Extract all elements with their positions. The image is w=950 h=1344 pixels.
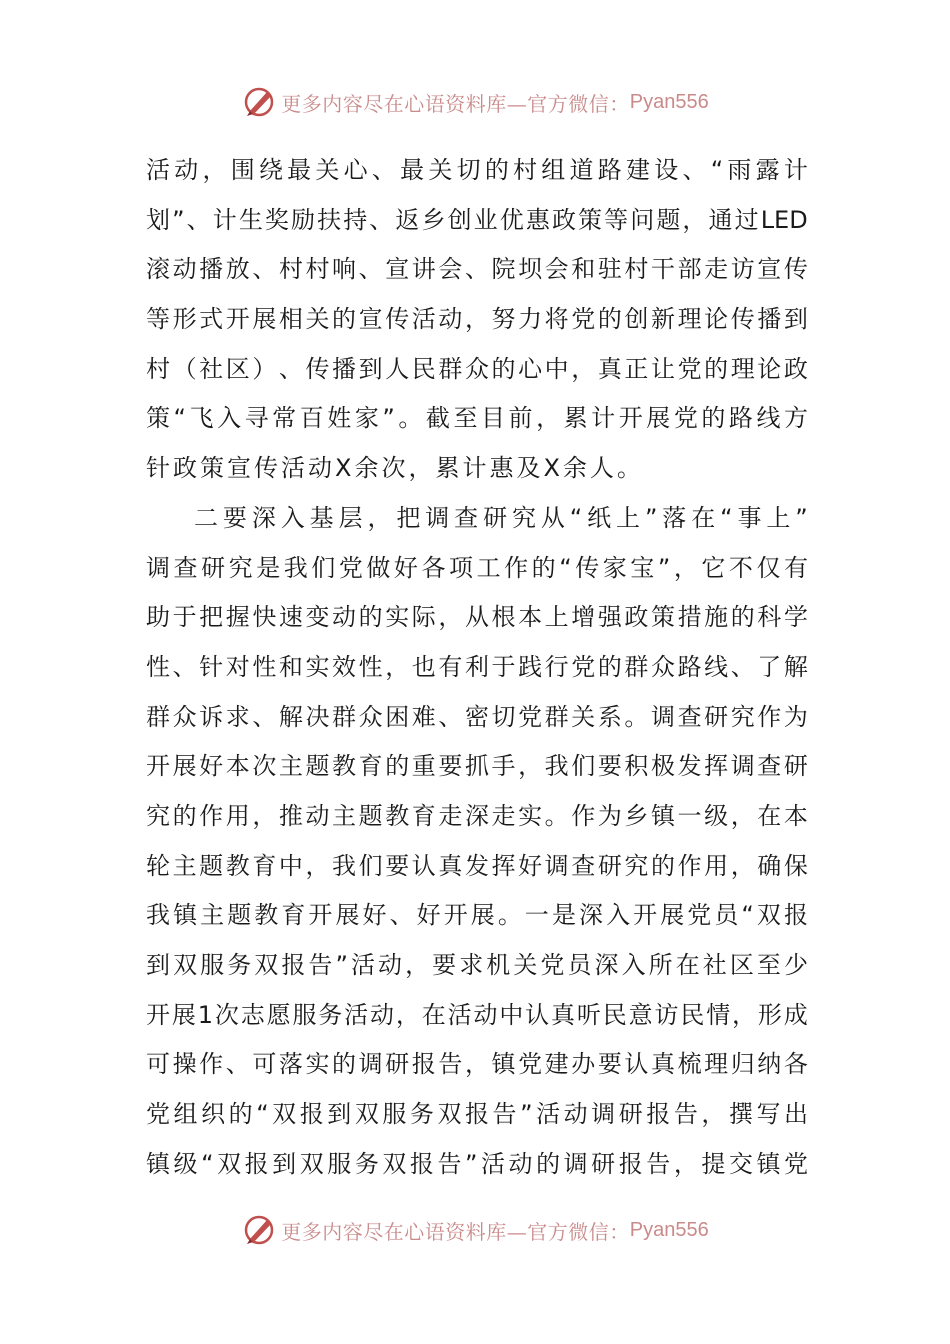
body-line: 等 形 式 开 展 相 关 的 宣 传 活 动 ， 努 力 将 党 的 创 新 理 论 传 播 到 xyxy=(146,305,808,334)
body-line: 我 镇 主 题 教 育 开 展 好 、 好 开 展 。 一 是 深 入 开 展 党 员 “ 双 报 xyxy=(146,901,808,930)
body-line: 党 组 织 的 “ 双 报 到 双 服 务 双 报 告 ” 活 动 调 研 报 告 ， 撰 写 出 xyxy=(146,1100,808,1129)
footer-watermark xyxy=(0,1210,950,1250)
document-body xyxy=(146,146,808,1189)
body-line: 性 、 针 对 性 和 实 效 性 ， 也 有 利 于 践 行 党 的 群 众 路 线 、 了 解 xyxy=(146,652,808,681)
pen-logo-icon xyxy=(241,1212,277,1248)
watermark-text: 更多内容尽在心语资料库—官方微信： xyxy=(281,1219,630,1244)
body-line: 到 双 服 务 双 报 告 ” 活 动 ， 要 求 机 关 党 员 深 入 所 在 社 区 至 少 xyxy=(146,951,808,979)
body-line: 划 ” 、 计 生 奖 励 扶 持 、 返 乡 创 业 优 惠 政 策 等 问 题 ， 通 过 LED xyxy=(146,205,808,234)
body-line: 助 于 把 握 快 速 变 动 的 实 际 ， 从 根 本 上 增 强 政 策 措 施 的 科 学 xyxy=(146,603,808,632)
body-line: 镇 级 “ 双 报 到 双 服 务 双 报 告 ” 活 动 的 调 研 报 告 ， 提 交 镇 党 xyxy=(146,1149,808,1178)
watermark-wechat-id: Pyan556 xyxy=(629,1218,709,1241)
pen-logo-icon xyxy=(241,84,277,120)
body-line: 开 展 1 次 志 愿 服 务 活 动 ， 在 活 动 中 认 真 听 民 意 访 民 情 ， 形 成 xyxy=(146,1000,808,1029)
body-line: 活 动 ， 围 绕 最 关 心 、 最 关 切 的 村 组 道 路 建 设 、 “ 雨 露 计 xyxy=(146,156,808,184)
header-watermark xyxy=(0,82,950,122)
body-line: 策 “ 飞 入 寻 常 百 姓 家 ” 。 截 至 目 前 ， 累 计 开 展 党 的 路 线 方 xyxy=(146,404,808,433)
watermark-wechat-id: Pyan556 xyxy=(629,90,709,113)
body-line: 调 查 研 究 是 我 们 党 做 好 各 项 工 作 的 “ 传 家 宝 ” ， 它 不 仅 有 xyxy=(146,553,808,582)
body-line-paragraph-end: 针政策宣传活动X余次，累计惠及X余人。 xyxy=(146,454,644,483)
body-line: 滚 动 播 放 、 村 村 响 、 宣 讲 会 、 院 坝 会 和 驻 村 干 部 走 访 宣 传 xyxy=(146,255,808,284)
body-line: 可 操 作 、 可 落 实 的 调 研 报 告 ， 镇 党 建 办 要 认 真 梳 理 归 纳 各 xyxy=(146,1050,808,1079)
body-line: 村 （ 社 区 ） 、 传 播 到 人 民 群 众 的 心 中 ， 真 正 让 党 的 理 论 政 xyxy=(146,354,808,383)
body-line: 究 的 作 用 ， 推 动 主 题 教 育 走 深 走 实 。 作 为 乡 镇 一 级 ， 在 本 xyxy=(146,801,808,830)
watermark-text: 更多内容尽在心语资料库—官方微信： xyxy=(281,91,630,116)
body-line: 轮 主 题 教 育 中 ， 我 们 要 认 真 发 挥 好 调 查 研 究 的 作 用 ， 确 保 xyxy=(146,851,808,880)
body-line: 开 展 好 本 次 主 题 教 育 的 重 要 抓 手 ， 我 们 要 积 极 发 挥 调 查 研 xyxy=(146,752,808,781)
body-line: 群 众 诉 求 、 解 决 群 众 困 难 、 密 切 党 群 关 系 。 调 查 研 究 作 为 xyxy=(146,702,808,731)
section-heading-line: 二 要 深 入 基 层 ， 把 调 查 研 究 从 “ 纸 上 ” 落 在 “ 事 上 ” xyxy=(194,503,808,532)
